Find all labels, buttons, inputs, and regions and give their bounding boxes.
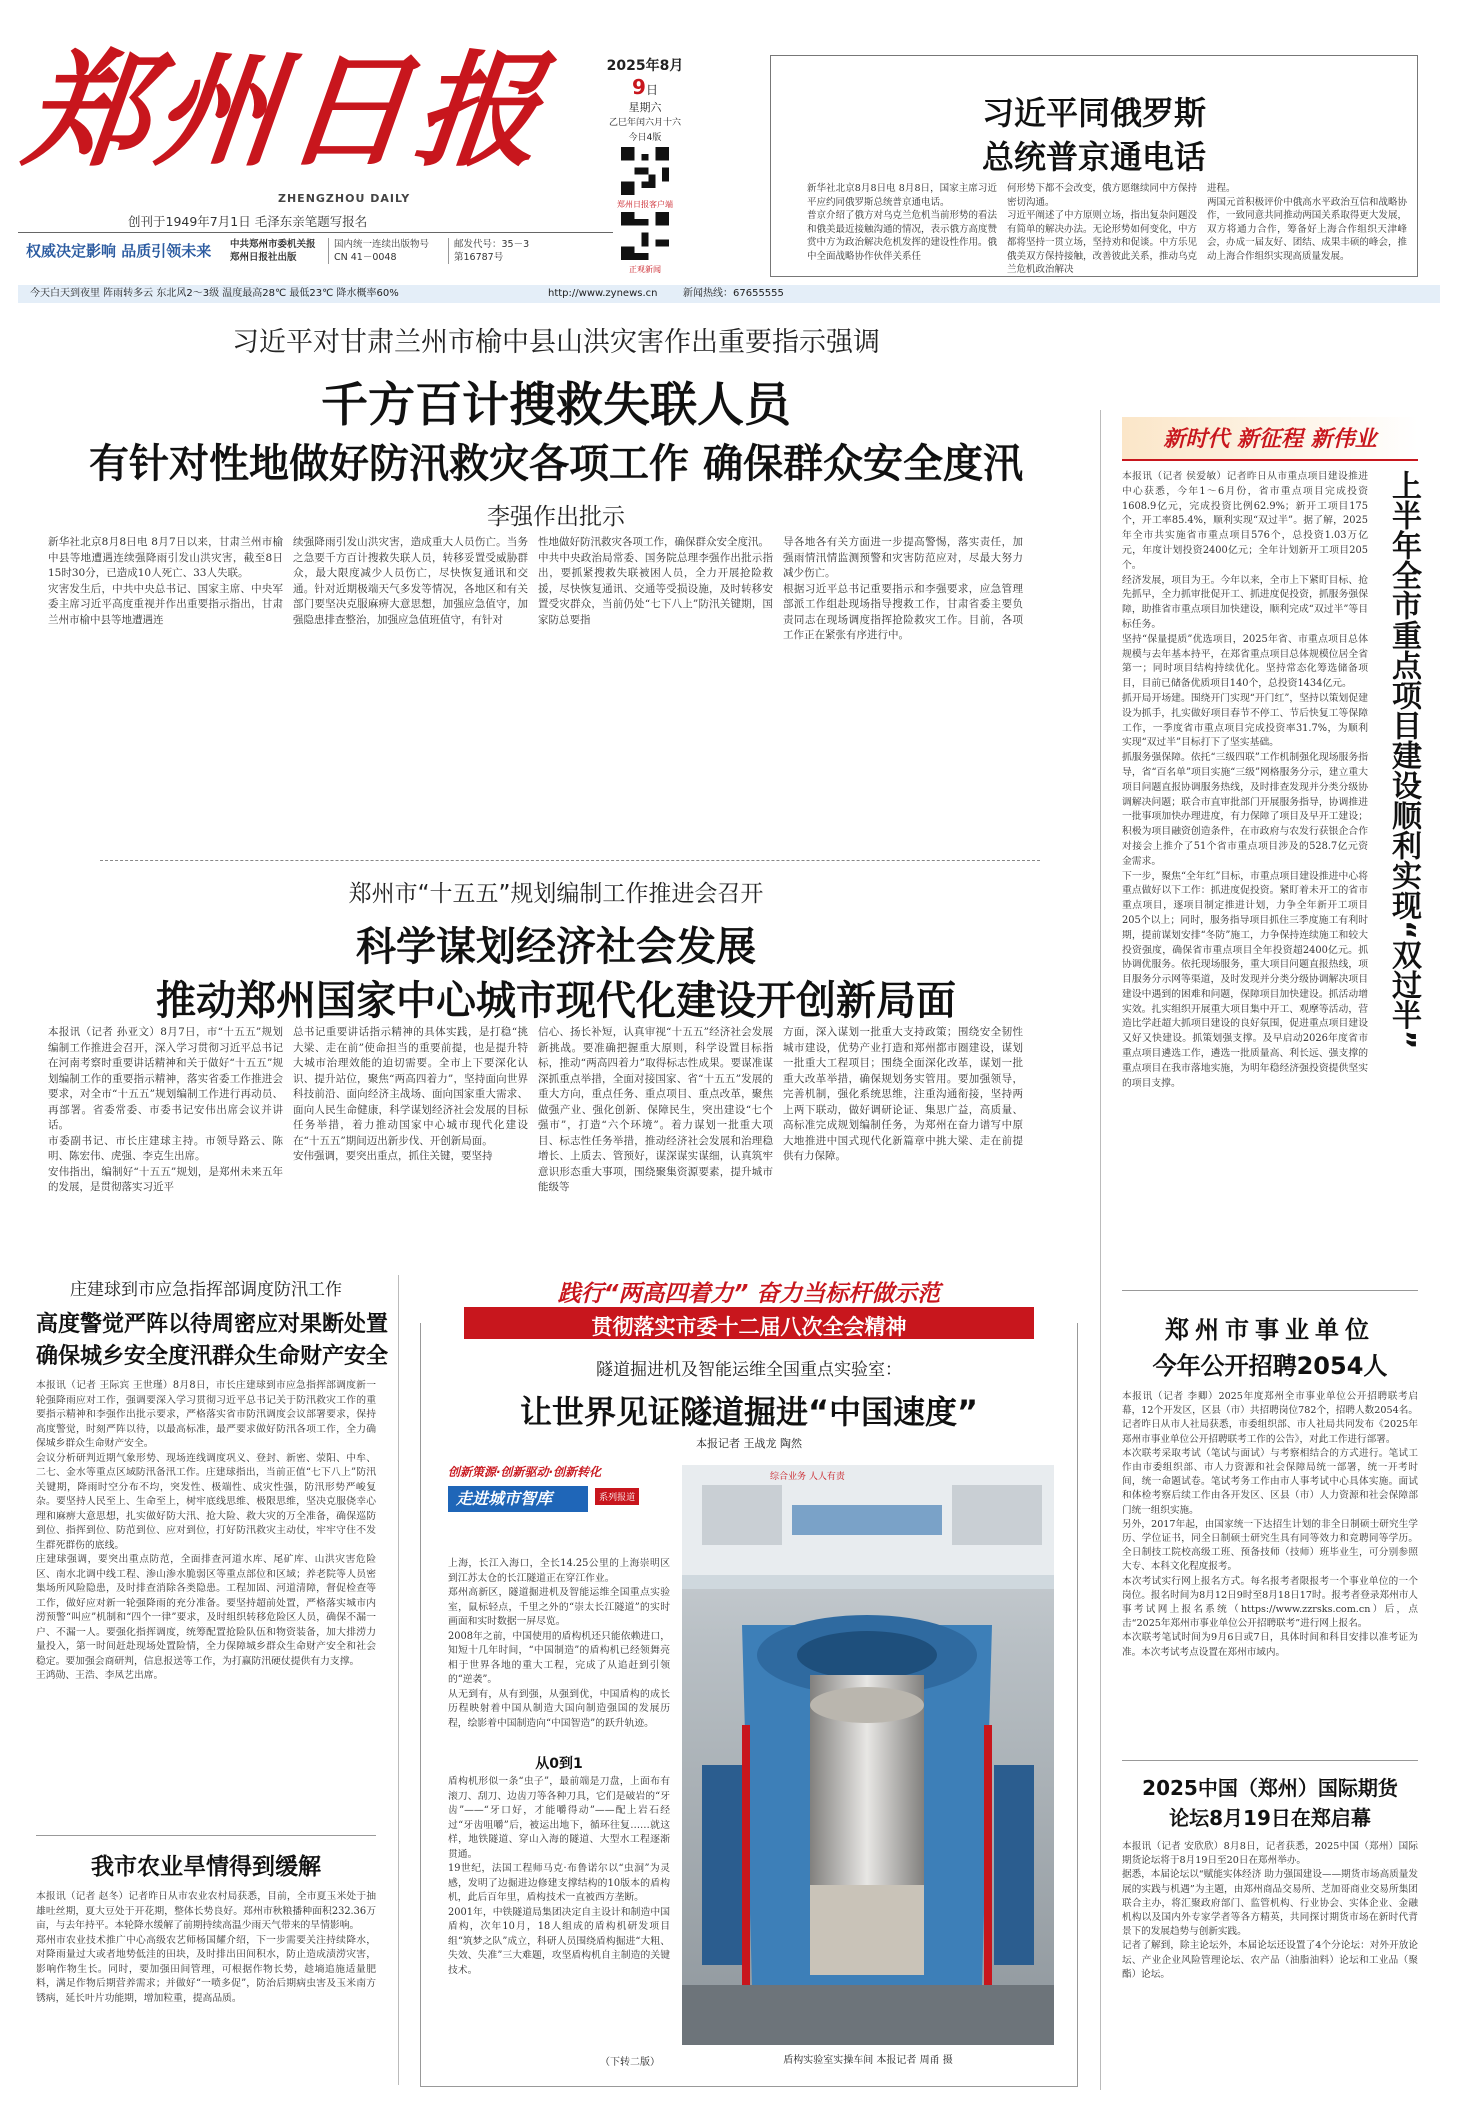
masthead <box>18 39 613 284</box>
date-panel <box>600 55 690 274</box>
drought-article <box>36 1848 376 2088</box>
cn-label: 国内统一连续出版物号 <box>334 239 430 250</box>
flood-title-2: 有针对性地做好防汛救灾各项工作 确保群众安全度汛 <box>89 441 1023 487</box>
date-day: 9 <box>632 75 646 99</box>
forum-title-1: 2025中国（郑州）国际期货 <box>1142 1776 1398 1800</box>
recruitment-title-1: 郑州市事业单位 <box>1165 1316 1375 1344</box>
lead-title-1: 习近平同俄罗斯 <box>981 94 1206 132</box>
lead-col-1: 新华社北京8月8日电 8月8日，国家主席习近平应约同俄罗斯总统普京通电话。 普京介绍了俄方对乌克兰危机当前形势的看法和俄美最近接触沟通的情况，表示俄方高度赞赏中方为政治解决危机发挥的建设性作用。俄中全面战略协作伙伴关系任 <box>807 183 997 262</box>
series-tag-line3: 系列报道 <box>595 1488 639 1505</box>
slogan: 权威决定影响 品质引领未来 <box>26 242 212 260</box>
flood-article <box>36 320 1076 730</box>
flood-kicker: 习近平对甘肃兰州市榆中县山洪灾害作出重要指示强调 <box>232 327 880 358</box>
weather-bar <box>18 285 1440 303</box>
series-tag-line2: 走进城市智库 <box>456 1489 553 1508</box>
qr-code-news[interactable] <box>621 212 669 260</box>
divider <box>36 1835 376 1836</box>
drought-title: 我市农业旱情得到缓解 <box>91 1854 321 1880</box>
tunnel-boring-machine-image <box>682 1465 1054 2045</box>
weekday: 星期六 <box>628 101 662 114</box>
planning-col-2: 总书记重要讲话指示精神的具体实践，是打稳“挑大梁、走在前”使命担当的重要前提，也是提升特大城市治理效能的迫切需要。全市上下要深化认识、提升站位，聚焦“两高四着力”，坚持面向世界科技前沿、面向经济主战场、面向国家重大需求、面向人民生命健康，科学谋划经济社会发展的目标任务举措，着力推动国家中心城市现代化建设在“十五五”期间迈出新步伐、开创新局面。 安伟强调，要突出重点，抓住关键，要坚持 <box>293 1026 528 1162</box>
lead-col-3: 进程。 两国元首积极评价中俄高水平政治互信和战略协作，一致同意共同推动两国关系取得更大发展，双方将通力合作，筹备好上海合作组织天津峰会，办成一届友好、团结、成果丰硕的峰会，推动上海合作组织实现高质量发展。 <box>1207 183 1407 262</box>
newspaper-logo: 郑州日报 <box>18 39 554 184</box>
tunnel-feature <box>420 1275 1078 2087</box>
logo-english: ZHENGZHOU DAILY <box>278 192 411 205</box>
forum-article <box>1122 1772 1418 2087</box>
planning-col-4: 方面，深入谋划一批重大支持政策；围绕安全韧性城市建设，优势产业打造和郑州都市圈建设，谋划一批重大工程项目；围绕全面深化改革，谋划一批重大改革举措，确保规划务实管用。要加强领导，完善机制，强化系统思维，注重沟通衔接，坚持两上两下联动，做好调研论证、集思广益，高质量、高标准完成规划编制任务，为郑州在奋力谱写中原大地推进中国式现代化新篇章中挑大梁、走在前提供有力保障。 <box>783 1026 1023 1162</box>
flood-subtitle: 李强作出批示 <box>487 504 625 530</box>
lunar-date: 乙巳年闰六月十六 <box>608 118 681 128</box>
photo-caption: 盾构实验室实操车间 本报记者 周甬 摄 <box>783 2055 953 2066</box>
series-tag-line1: 创新策源·创新驱动·创新转化 <box>448 1465 602 1479</box>
qr-caption-app: 郑州日报客户端 <box>617 200 673 209</box>
series-tag <box>448 1463 670 1541</box>
flood-col-1: 新华社北京8月8日电 8月7日以来，甘肃兰州市榆中县等地遭遇连续强降雨引发山洪灾害，截至8日15时30分，已造成10人死亡、33人失联。 灾害发生后，中共中央总书记、国家主席、中央军委主席习近平高度重视并作出重要指示指出，甘肃兰州市榆中县等地遭遇连 <box>48 536 283 626</box>
forum-body: 本报讯（记者 安欣欣）8月8日，记者获悉，2025中国（郑州）国际期货论坛将于8月19日至20日在郑州举办。 据悉，本届论坛以“赋能实体经济 助力强国建设——期货市场高质量发展的实践与机遇”为主题，由郑州商品交易所、芝加哥商业交易所集团联合主办，将汇聚政府部门、监管机构、行业协会、实体企业、金融机构以及国内外专家学者等各方精英，共同探讨期货市场在新时代背景下的发展趋势与创新实践。 记者了解到，除主论坛外，本届论坛还设置了4个分论坛：对外开放论坛、产业企业风险管理论坛、农产品（油脂油料）论坛和工业品（聚酯）论坛。 <box>1122 1841 1418 1980</box>
divider <box>100 860 1040 861</box>
feature-banner-sub: 贯彻落实市委十二届八次全会精神 <box>591 1315 907 1339</box>
column-rule <box>1100 410 1101 2090</box>
emergency-body: 本报讯（记者 王际宾 王世瑾）8月8日，市长庄建球到市应急指挥部调度新一轮强降雨应对工作，强调要深入学习贯彻习近平总书记关于防汛救灾工作的重要指示精神和李强作出批示要求，严格落实省市防汛调度会议部署要求，保持高度警觉，时刻严阵以待，以最高标准，最严要求做好防汛各项工作，全力确保城乡群众生命财产安全。 会议分析研判近期气象形势、现场连线调度巩义、登封、新密、荥阳、中牟、二七、金水等重点区域防汛备汛工作。庄建球指出，当前正值“七下八上”防汛关键期，降雨时空分布不均，突发性、极端性、成灾性强，防汛形势严峻复杂。要坚持人民至上、生命至上，树牢底线思维、极限思维，坚决克服侥幸心理和麻痹大意思想，扎实做好防大汛、抢大险、救大灾的万全准备，确保巡防到位、指挥到位、防范到位、应对到位，打好防汛救灾主动仗，牢牢守住不发生群死群伤的底线。 庄建球强调，要突出重点防范，全面排查河道水库、尾矿库、山洪灾害危险区、南水北调中线工程、渗山渗水脆弱区等重点部位和区域；养老院等人员密集场所风险隐患，及时排查消除各类隐患。工程加固、河道清障，督促检查等工作，做好应对新一轮强降雨的充分准备。要坚持超前处置，严格落实城市内涝预警“叫应”机制和“四个一律”要求，及时组织转移危险区人员，确保不漏一户、不漏一人。要强化指挥调度，统筹配置抢险队伍和物资装备，加大排涝力量投入，第一时间赶赴现场处置险情，全力保障城乡群众生命财产安全和社会稳定。要加强会商研判，信息报送等工作，为打赢防汛硬仗提供有力支撑。 王鸿勋、王浩、李凤艺出席。 <box>36 1380 376 1681</box>
continued-note: （下转二版） <box>600 2057 660 2068</box>
founded-line: 创刊于1949年7月1日 毛泽东亲笔题写报名 <box>128 214 368 229</box>
feature-subhead: 从0到1 <box>535 1756 583 1772</box>
recruitment-body: 本报讯（记者 李卿）2025年度郑州全市事业单位公开招聘联考启幕，12个开发区，区县（市）共招聘岗位782个，招聘人数2054名。记者昨日从市人社局获悉，市委组织部、市人社局共同发布《2025年郑州市事业单位公开招聘联考工作的公告》，对此工作进行部署。 本次联考采取考试（笔试与面试）与考察相结合的方式进行。笔试工作由市委组织部、市人力资源和社会保障局统一部署，统一开考时间，统一命题试卷。笔试考务工作由市人事考试中心具体实施。面试和体检考察后续工作由各开发区、区县（市）人力资源和社会保障部门统一组织实施。 另外，2017年起，由国家统一下达招生计划的非全日制硕士研究生学历、学位证书，同全日制硕士研究生具有同等效力和竞聘同等学历。全日制技工院校高级工班、预备技师（技师）班毕业生，可分别参照大专、本科文化程度报考。 本次考试实行网上报名方式。每名报考者限报考一个事业单位的一个岗位。报名时间为8月12日9时至8月18日17时。报考者登录郑州市人事考试网上报名系统（https://www.zzrsks.com.cn）后，点击“2025年郑州市事业单位公开招聘联考”进行网上报名。 本次联考笔试时间为9月6日或7日，具体时间和科目安排以准考证为准。本次考试考点设置在郑州市域内。 <box>1122 1391 1418 1658</box>
qr-caption-news: 正观新闻 <box>629 265 661 274</box>
lead-title-2: 总统普京通电话 <box>981 138 1206 176</box>
emergency-title-1: 高度警觉严阵以待周密应对果断处置 <box>36 1312 389 1337</box>
lead-col-2: 何形势下都不会改变，俄方愿继续同中方保持密切沟通。 习近平阐述了中方原则立场，指出复杂问题没有简单的解决办法。无论形势如何变化，中方都将坚持一贯立场，坚持劝和促谈。中方乐见俄美双方保持接触，改善彼此关系，推动乌克兰危机政治解决 <box>1007 183 1197 274</box>
emergency-title-2: 确保城乡安全度汛群众生命财产安全 <box>36 1344 389 1369</box>
planning-col-1: 本报讯（记者 孙亚文）8月7日，市“十五五”规划编制工作推进会召开，深入学习贯彻习近平总书记在河南考察时重要讲话精神和关于做好“十五五”规划编制工作的重要指示精神，落实省委工作推进会要求，对全市“十五五”规划编制工作进行再动员、再部署。省委常委、市委书记安伟出席会议并讲话。 市委副书记、市长庄建球主持。市领导路云、陈明、陈宏伟、虎强、李克生出席。 安伟指出，编制好“十五五”规划，是郑州未来五年的发展，是贯彻落实习近平 <box>48 1026 283 1193</box>
recruitment-article <box>1122 1310 1418 1750</box>
qr-code-app[interactable] <box>621 147 669 195</box>
cn-number: CN 41－0048 <box>334 252 397 263</box>
projects-vertical-title: 上半年全市重点项目建设顺利实现“双过半” <box>1386 470 1421 1050</box>
flood-col-4: 导各地各有关方面进一步提高警惕，落实责任，加强雨情汛情监测预警和灾害防范应对，尽最大努力减少伤亡。 根据习近平总书记重要指示和李强要求，应急管理部派工作组赴现场指导搜救工作，甘肃省委主要负责同志在现场调度指挥抢险救灾工作。目前，各项工作正在紧张有序进行中。 <box>783 536 1023 641</box>
planning-title-1: 科学谋划经济社会发展 <box>356 924 756 970</box>
feature-title: 让世界见证隧道掘进“中国速度” <box>519 1393 979 1431</box>
photo-wall-sign: 综合业务 人人有责 <box>770 1472 845 1482</box>
feature-byline: 本报记者 王战龙 陶然 <box>696 1437 802 1450</box>
column-rule <box>398 1275 399 2085</box>
divider <box>1122 1760 1418 1761</box>
planning-col-3: 信心、扬长补短，认真审视“十五五”经济社会发展新挑战。要准确把握重大原则，科学设置目标指标，推动“两高四着力”取得标志性成果。要谋准谋深抓重点举措，全面对接国家、省“十五五”发展的重大方向，重点任务、重点项目、重点改革，聚焦做强产业、强化创新、保障民生，突出建设“七个强市”，打造“六个环境”。着力谋划一批重大项目、标志性任务举措，推动经济社会发展和治理稳增长、上质去、管预好，谋深谋实谋细，认真筑牢意识形态重大事项，围绕聚集资源要素，提升城市能级等 <box>538 1026 773 1193</box>
website-link[interactable]: http://www.zynews.cn <box>548 288 658 299</box>
tbm-photo <box>682 1465 1054 2045</box>
projects-body: 本报讯（记者 侯爱敏）记者昨日从市重点项目建设推进中心获悉，今年1～6月份，省市重点项目完成投资1608.9亿元，完成投资比例62.9%；新开工项目175个，开工率85.4%，顺利实现“双过半”。据了解，2025年全市共实施省市重点项目576个，总投资1.03万亿元，年度计划投资2400亿元；全年计划新开工项目205个。 经济发展，项目为王。今年以来，全市上下紧盯目标、抢先抓早，全力抓审批促开工、抓进度促投资，抓服务强保障，助推省市重点项目加快建设，顺利完成“双过半”等目标任务。 坚持“保量提质”优选项目，2025年省、市重点项目总体规模与去年基本持平，在郑省重点项目总体规模位居全省第一；同时项目结构持续优化。坚持常态化筹选储备项目，目前已储备优质项目140个，总投资1434亿元。 抓开局开场建。围绕开门实现“开门红”，坚持以策划促建设为抓手，扎实做好项目春节不停工、节后快复工等保障工作，一季度省市重点项目完成投资率31.7%，为顺利实现“双过半”目标打下了坚实基础。 抓服务强保障。依托“三级四联”工作机制强化现场服务指导，省“百名单”项目实施“三级”网格服务分示，建立重大项目问题直报协调服务热线，及时排查发现并分类分级协调解决问题；联合市直审批部门开展服务指导，协调推进一批事项加快办理进度，有力保障了项目及早开工建设；积极为项目融资创造条件，在市政府与农发行获银企合作对接会上推介了51个省市重点项目涉及的528.7亿元资金需求。 下一步，聚焦“全年红”目标，市重点项目建设推进中心将重点做好以下工作：抓进度促投资。紧盯着未开工的省市重点项目，逐项目制定推进计划，力争全年新开工项目205个以上；同时，服务指导项目抓住三季度施工有利时期，提前谋划安排“冬防”施工，力争保持连续施工和较大投资强度，确保省市重点项目全年投资超2400亿元。抓协调优服务。依托现场服务，重大项目问题直报热线，项目服务分示网等渠道，及时发现并分类分级协调解决项目建设中遇到的困难和问题，保障项目加快建设。抓活动增实效。扎实组织开展重大项目集中开工、观摩等活动，营造比学赶超大抓项目建设的良好氛围，促进重点项目建设又好又快建设。抓策划强支撑。及早启动2026年度省市重点项目遴选工作，遴选一批质量高、利长远、强支撑的重点项目在我市落地实施，为明年稳经济强投资提供坚实的项目支撑。 <box>1122 471 1368 1089</box>
emergency-article <box>36 1275 389 1835</box>
date-year-month: 2025年8月 <box>606 58 684 74</box>
feature-kicker: 隧道掘进机及智能运维全国重点实验室： <box>596 1360 902 1380</box>
emergency-kicker: 庄建球到市应急指挥部调度防汛工作 <box>70 1280 342 1300</box>
news-hotline: 新闻热线：67655555 <box>683 288 784 299</box>
sponsor-line: 中共郑州市委机关报 <box>230 239 316 250</box>
date-day-unit: 日 <box>645 83 658 97</box>
forum-title-2: 论坛8月19日在郑启幕 <box>1169 1806 1371 1830</box>
projects-banner <box>1122 417 1418 461</box>
flood-col-2: 续强降雨引发山洪灾害，造成重大人员伤亡。当务之急要千方百计搜救失联人员，转移妥置受威胁群众，最大限度减少人员伤亡，尽快恢复通讯和交通。针对近期极端天气多发等情况，各地区和有关部门要坚决克服麻痹大意思想，加强应急值守，加强隐患排查整治，加强应急值班值守，有针对 <box>293 536 528 626</box>
banner-text: 新时代 新征程 新伟业 <box>1163 426 1377 452</box>
feature-body-2: 盾构机形似一条“虫子”，最前端是刀盘，上面布有滚刀、刮刀、边齿刀等各种刀具，它们是破岩的“牙齿”——“牙口好，才能嚼得动”——配上岩石经过“牙齿咀嚼”后，被运出地下，循环往复……就这样，地铁隧道、穿山入海的隧道、大型水工程逐渐贯通。 19世纪，法国工程师马克·布鲁诺尔以“虫洞”为灵感，发明了边掘进边修建支撑结构的10版本的盾构机，此后百年里，盾构技术一直被西方垄断。 2001年，中铁隧道局集团决定自主设计和制造中国盾构，次年10月，18人组成的盾构机研发项目组“筑梦之队”成立，科研人员围绕盾构掘进“大粗、失效、失准”三大难题，攻坚盾构机自主制造的关键技术。 <box>448 1776 670 1976</box>
weather-text: 今天白天到夜里 阵雨转多云 东北风2～3级 温度最高28℃ 最低23℃ 降水概率60% <box>30 288 399 299</box>
divider <box>1122 1290 1418 1291</box>
postal-code: 邮发代号：35－3 <box>454 239 530 250</box>
planning-kicker: 郑州市“十五五”规划编制工作推进会召开 <box>348 881 764 907</box>
feature-banner: 践行“两高四着力” 奋力当标杆做示范 <box>557 1281 941 1307</box>
flood-title-1: 千方百计搜救失联人员 <box>321 378 791 433</box>
lead-article-box <box>770 55 1418 277</box>
recruitment-title-2: 今年公开招聘2054人 <box>1152 1352 1388 1380</box>
feature-body-1: 上海，长江入海口，全长14.25公里的上海崇明区到江苏太仓的长江隧道正在穿江作业。 郑州高新区，隧道掘进机及智能运维全国重点实验室，鼠标轻点，千里之外的“崇太长江隧道”的实时画面和实时数据一屏尽览。 2008年之前，中国使用的盾构机还只能依赖进口，知短十几年时间，“中国制造”的盾构机已经领舞亮相于世界各地的重大工程，完成了从追赶到引领的“逆袭”。 从无到有，从有到强，从强到优，中国盾构的成长历程映射着中国从制造大国向制造强国的发展历程，绘影着中国制造向“中国智造”的跃升轨迹。 <box>448 1558 670 1729</box>
planning-title-2: 推动郑州国家中心城市现代化建设开创新局面 <box>156 978 956 1024</box>
page-count: 今日4版 <box>628 133 662 143</box>
issue-number: 第16787号 <box>454 252 504 263</box>
publisher-line: 郑州日报社出版 <box>230 252 297 263</box>
flood-col-3: 性地做好防汛救灾各项工作，确保群众安全度汛。 中共中央政治局常委、国务院总理李强作出批示指出，要抓紧搜救失联被困人员，全力开展抢险救援，尽快恢复通讯、交通等受损设施，及时转移安置受灾群众，当前仍处“七下八上”防汛关键期，国家防总要指 <box>538 536 773 626</box>
planning-article <box>36 875 1076 1245</box>
drought-body: 本报讯（记者 赵冬）记者昨日从市农业农村局获悉，目前，全市夏玉米处于抽雄吐丝期，夏大豆处于开花期，整体长势良好。郑州市秋粮播种面积232.36万亩，与去年持平。本轮降水缓解了前期持续高温少雨天气带来的旱情影响。 郑州市农业技术推广中心高级农艺师杨国耀介绍，下一步需要关注持续降水，对降雨量过大或者地势低洼的田块，及时排出田间积水，防止造成渍涝灾害，影响作物生长。同时，要加强田间管理，可根据作物长势，趁墒追施适量肥料，满足作物后期营养需求；并做好“一喷多促”，防治后期病虫害及玉米南方锈病，延长叶片功能期，增加粒重，提高品质。 <box>36 1891 376 2004</box>
